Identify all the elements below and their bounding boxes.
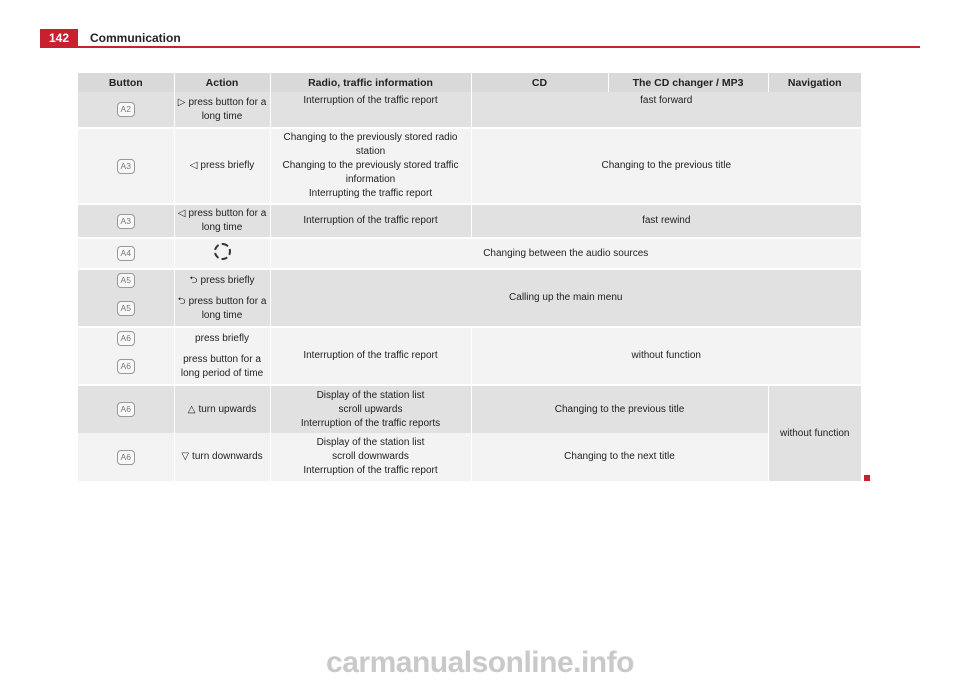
button-cell (78, 433, 174, 481)
button-badge: A6 (117, 359, 135, 374)
action-cell (174, 269, 270, 291)
radio-line: Interruption of the traffic report (303, 465, 438, 476)
action-cell (174, 385, 270, 433)
button-cell (78, 349, 174, 385)
table-row (78, 269, 861, 291)
table-row (78, 128, 861, 204)
button-badge: A4 (117, 246, 135, 261)
action-text: turn downwards (192, 451, 263, 462)
col-header-radio: Radio, traffic information (270, 73, 471, 92)
action-text: press button for a long time (188, 208, 267, 233)
radio-line: scroll upwards (338, 403, 403, 415)
action-cell (174, 291, 270, 327)
media-cell: Changing to the next title (471, 433, 768, 481)
radio-cell: Interruption of the traffic report (270, 327, 471, 385)
media-cell: fast forward (471, 92, 861, 128)
button-cell (78, 128, 174, 204)
radio-line: Display of the station list (316, 389, 425, 401)
action-cell (174, 238, 270, 269)
radio-line: Display of the station list (316, 437, 425, 448)
action-cell (174, 92, 270, 128)
col-header-cd-changer: The CD changer / MP3 (608, 73, 768, 92)
action-cell: press button for a long period of time (174, 349, 270, 385)
radio-cell: Interruption of the traffic report (270, 92, 471, 128)
radio-line: scroll downwards (332, 451, 409, 462)
action-cell (174, 128, 270, 204)
radio-line: Interruption of the traffic reports (300, 417, 441, 429)
action-cell (174, 433, 270, 481)
button-cell (78, 327, 174, 349)
button-cell (78, 238, 174, 269)
button-cell (78, 385, 174, 433)
col-header-navigation: Navigation (768, 73, 861, 92)
radio-line: Changing to the previously stored traffic information (282, 160, 459, 185)
table-row (78, 204, 861, 238)
table-header-row (78, 73, 861, 92)
media-cell: without function (471, 327, 861, 385)
button-badge: A3 (117, 214, 135, 229)
button-badge: A6 (117, 450, 135, 465)
navigation-cell: without function (768, 385, 861, 481)
col-header-action: Action (174, 73, 270, 92)
action-text: turn upwards (198, 403, 257, 415)
arrow-left-icon: ◁ (189, 160, 198, 171)
media-cell: Changing to the previous title (471, 385, 768, 433)
radio-cell (270, 385, 471, 433)
return-arrow-icon: ⮌ (177, 295, 186, 307)
button-badge: A6 (117, 331, 135, 346)
page-header (40, 29, 920, 49)
radio-cell (270, 433, 471, 481)
button-badge: A5 (117, 301, 135, 316)
action-text: press button for a long time (188, 295, 267, 321)
table-row (78, 238, 861, 269)
table-row (78, 385, 861, 433)
button-cell (78, 204, 174, 238)
radio-cell: Interruption of the traffic report (270, 204, 471, 238)
button-cell (78, 92, 174, 128)
all-sources-cell: Changing between the audio sources (270, 238, 861, 269)
section-title: Communication (90, 31, 181, 45)
section-end-marker (864, 475, 870, 481)
table-row (78, 327, 861, 349)
arrow-left-icon: ◁ (177, 208, 186, 219)
action-cell (174, 204, 270, 238)
watermark: carmanualsonline.info (326, 646, 634, 679)
button-cell (78, 269, 174, 291)
button-badge: A5 (117, 273, 135, 288)
radio-line: Changing to the previously stored radio station (283, 132, 458, 157)
col-header-button: Button (78, 73, 174, 92)
triangle-down-icon: ▽ (181, 451, 190, 462)
button-cell (78, 291, 174, 327)
controls-table (78, 73, 861, 481)
media-cell: fast rewind (471, 204, 861, 238)
radio-cell (270, 128, 471, 204)
header-rule (78, 46, 920, 48)
page-number: 142 (40, 29, 78, 48)
action-text: press briefly (200, 160, 255, 171)
col-header-cd: CD (471, 73, 608, 92)
table-row (78, 433, 861, 481)
arrow-right-icon: ▷ (177, 96, 186, 108)
action-cell: press briefly (174, 327, 270, 349)
action-text: press button for a long time (188, 96, 267, 122)
triangle-up-icon: △ (187, 403, 196, 415)
radio-line: Interrupting the traffic report (308, 188, 433, 199)
button-badge: A2 (117, 102, 135, 117)
action-text: press briefly (200, 274, 255, 286)
media-cell: Changing to the previous title (471, 128, 861, 204)
main-menu-cell: Calling up the main menu (270, 269, 861, 327)
button-badge: A3 (117, 159, 135, 174)
table-row (78, 92, 861, 128)
button-badge: A6 (117, 402, 135, 417)
source-cycle-icon (214, 243, 231, 260)
return-arrow-icon: ⮌ (189, 274, 198, 286)
